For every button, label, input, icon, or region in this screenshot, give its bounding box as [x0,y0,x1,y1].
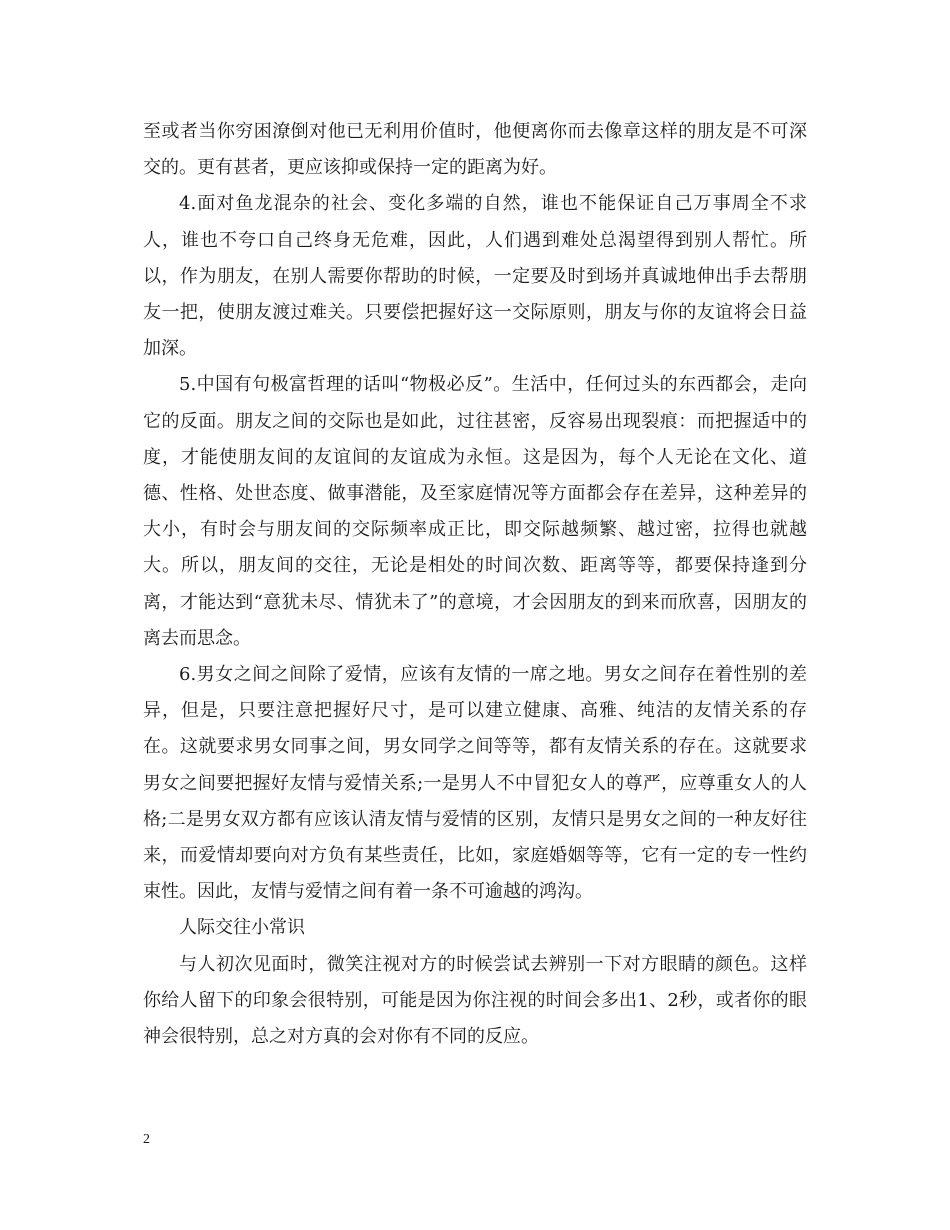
section-heading-tips: 人际交往小常识 [179,917,305,939]
paragraph-tip-eye-color: 与人初次见面时，微笑注视对方的时候尝试去辨别一下对方眼睛的颜色。这样你给人留下的印象会很特别，可能是因为你注视的时间会多出1、2秒，或者你的眼神会很特别，总之对方真的会对你有不同的反应。 [143,953,807,1048]
document-body [143,114,807,1055]
paragraph-continuation: 至或者当你穷困潦倒对他已无利用价值时，他便离你而去像章这样的朋友是不可深交的。更有甚者，更应该抑或保持一定的距离为好。 [143,121,807,179]
paragraph-point-4: 4.面对鱼龙混杂的社会、变化多端的自然，谁也不能保证自己万事周全不求人，谁也不夸口自己终身无危难，因此，人们遇到难处总渴望得到别人帮忙。所以，作为朋友，在别人需要你帮助的时候，一定要及时到场并真诚地伸出手去帮朋友一把，使朋友渡过难关。只要偿把握好这一交际原则，朋友与你的友谊将会日益加深。 [143,193,807,360]
paragraph-point-6: 6.男女之间之间除了爱情，应该有友情的一席之地。男女之间存在着性别的差异，但是，只要注意把握好尺寸，是可以建立健康、高雅、纯洁的友情关系的存在。这就要求男女同事之间，男女同学之间等等，都有友情关系的存在。这就要求男女之间要把握好友情与爱情关系;一是男人不中冒犯女人的尊严，应尊重女人的人格;二是男女双方都有应该认清友情与爱情的区别，友情只是男女之间的一种友好往来，而爱情却要向对方负有某些责任，比如，家庭婚姻等等，它有一定的专一性约束性。因此，友情与爱情之间有着一条不可逾越的鸿沟。 [143,664,807,903]
page-number: 2 [143,1132,150,1147]
paragraph-point-5: 5.中国有句极富哲理的话叫“物极必反”。生活中，任何过头的东西都会，走向它的反面。朋友之间的交际也是如此，过往甚密，反容易出现裂痕：而把握适中的度，才能使朋友间的友谊间的友谊成为永恒。这是因为，每个人无论在文化、道德、性格、处世态度、做事潜能，及至家庭情况等方面都会存在差异，这种差异的大小，有时会与朋友间的交际频率成正比，即交际越频繁、越过密，拉得也就越大。所以，朋友间的交往，无论是相处的时间次数、距离等等，都要保持逢到分离，才能达到“意犹未尽、情犹未了”的意境，才会因朋友的到来而欣喜，因朋友的离去而思念。 [143,374,807,649]
